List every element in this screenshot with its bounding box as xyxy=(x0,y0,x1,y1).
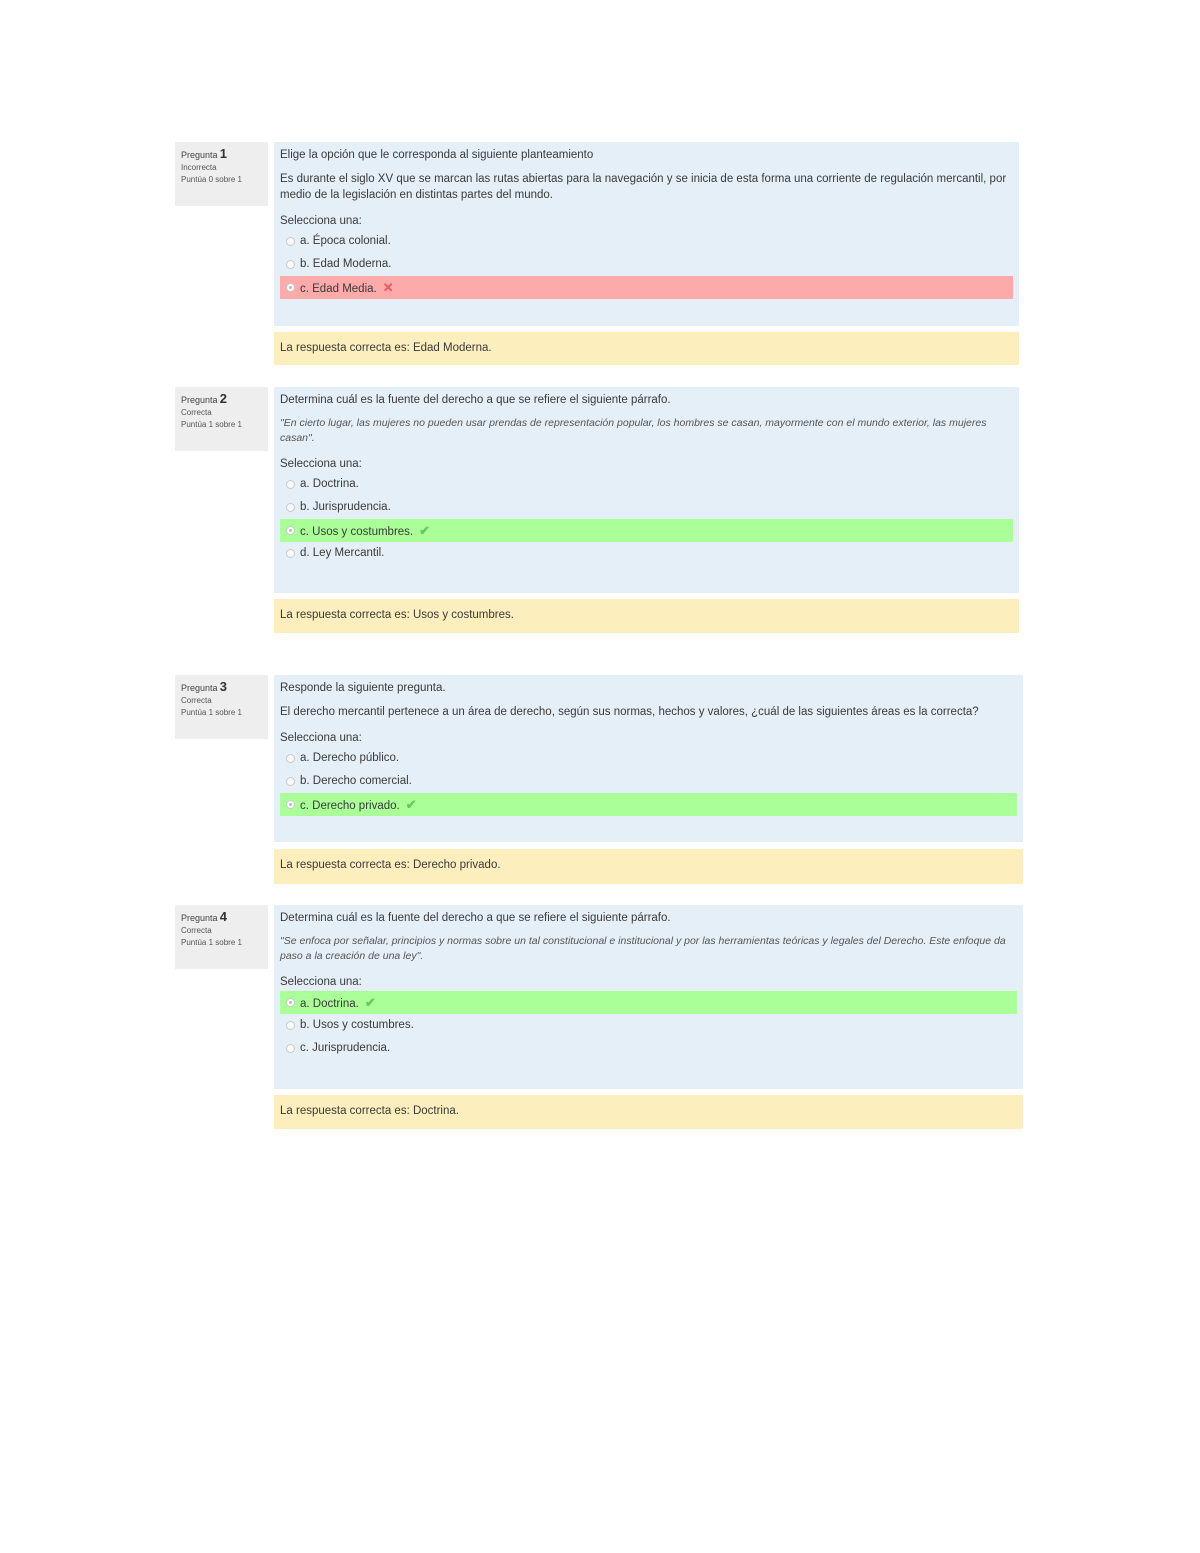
question-score: Puntúa 1 sobre 1 xyxy=(181,938,242,947)
answer-option-selected-correct[interactable] xyxy=(280,793,1017,816)
option-label: d. Ley Mercantil. xyxy=(300,547,385,559)
option-label: c. Jurisprudencia. xyxy=(300,1042,391,1054)
option-label: a. Doctrina. xyxy=(300,998,359,1010)
question-label: Pregunta xyxy=(181,683,218,693)
option-label: a. Derecho público. xyxy=(300,752,400,764)
option-label: b. Derecho comercial. xyxy=(300,775,412,787)
question-content xyxy=(274,675,1023,842)
select-prompt: Selecciona una: xyxy=(280,976,362,988)
radio-button[interactable] xyxy=(286,480,295,489)
radio-button[interactable] xyxy=(286,777,295,786)
question-text: "Se enfoca por señalar, principios y normas sobre un tal constitucional e institucional y por las herramientas teóricas y legales del Derecho. Este enfoque da paso a la creación de una ley". xyxy=(280,935,1006,962)
check-icon: ✔ xyxy=(364,995,376,1010)
check-icon: ✔ xyxy=(405,797,417,812)
question-label: Pregunta xyxy=(181,395,218,405)
radio-button[interactable] xyxy=(286,237,295,246)
answer-option[interactable] xyxy=(280,770,1017,793)
question-text: Es durante el siglo XV que se marcan las rutas abiertas para la navegación y se inicia de esta forma una corriente de regulación mercantil, por medio de la legislación en distintas partes del mundo. xyxy=(280,173,1007,201)
select-prompt: Selecciona una: xyxy=(280,215,362,227)
question-number: 3 xyxy=(219,679,227,694)
radio-button[interactable] xyxy=(286,998,295,1007)
question-title: Determina cuál es la fuente del derecho a que se refiere el siguiente párrafo. xyxy=(280,394,671,406)
answer-option[interactable] xyxy=(280,230,1013,253)
correct-answer-feedback: La respuesta correcta es: Edad Moderna. xyxy=(274,332,1019,365)
radio-button[interactable] xyxy=(286,1021,295,1030)
question-content xyxy=(274,905,1023,1089)
question-title: Determina cuál es la fuente del derecho a que se refiere el siguiente párrafo. xyxy=(280,912,671,924)
answer-option[interactable] xyxy=(280,1037,1017,1060)
select-prompt: Selecciona una: xyxy=(280,458,362,470)
option-label: b. Edad Moderna. xyxy=(300,258,392,270)
question-text: El derecho mercantil pertenece a un área de derecho, según sus normas, hechos y valores, ¿cuál de las siguientes áreas es la correcta? xyxy=(280,706,979,718)
check-icon: ✔ xyxy=(419,523,431,538)
answer-option[interactable] xyxy=(280,747,1017,770)
question-info xyxy=(175,387,268,451)
option-label: c. Usos y costumbres. xyxy=(300,526,414,538)
question-number: 4 xyxy=(219,909,227,924)
option-label: c. Derecho privado. xyxy=(300,800,400,812)
radio-button[interactable] xyxy=(286,800,295,809)
answer-option[interactable] xyxy=(280,1014,1017,1037)
option-label: b. Jurisprudencia. xyxy=(300,501,391,513)
option-label: a. Doctrina. xyxy=(300,478,359,490)
option-label: c. Edad Media. xyxy=(300,283,377,295)
correct-answer-feedback: La respuesta correcta es: Derecho privado. xyxy=(274,849,1023,884)
radio-button[interactable] xyxy=(286,503,295,512)
answer-option[interactable] xyxy=(280,253,1013,276)
question-content xyxy=(274,142,1019,326)
radio-button[interactable] xyxy=(286,260,295,269)
question-status: Correcta xyxy=(181,926,212,935)
radio-button[interactable] xyxy=(286,526,295,535)
incorrect-icon: ✕ xyxy=(382,280,394,295)
question-number: 1 xyxy=(219,146,227,161)
radio-button[interactable] xyxy=(286,754,295,763)
answer-option[interactable] xyxy=(280,473,1013,496)
radio-button[interactable] xyxy=(286,283,295,292)
question-info xyxy=(175,675,268,739)
radio-button[interactable] xyxy=(286,549,295,558)
question-title: Elige la opción que le corresponda al siguiente planteamiento xyxy=(280,149,594,161)
select-prompt: Selecciona una: xyxy=(280,732,362,744)
question-score: Puntúa 1 sobre 1 xyxy=(181,420,242,429)
question-label: Pregunta xyxy=(181,913,218,923)
option-label: b. Usos y costumbres. xyxy=(300,1019,414,1031)
question-label: Pregunta xyxy=(181,150,218,160)
answer-option[interactable] xyxy=(280,496,1013,519)
question-status: Incorrecta xyxy=(181,163,217,172)
correct-answer-feedback: La respuesta correcta es: Doctrina. xyxy=(274,1095,1023,1129)
question-score: Puntúa 0 sobre 1 xyxy=(181,175,242,184)
answer-option-selected-correct[interactable] xyxy=(280,519,1013,542)
answer-option-selected-incorrect[interactable] xyxy=(280,276,1013,299)
question-info xyxy=(175,905,268,969)
question-info xyxy=(175,142,268,206)
question-text: "En cierto lugar, las mujeres no pueden usar prendas de representación popular, los hombres se casan, mayormente con el mundo exterior, las mujeres casan". xyxy=(280,417,987,444)
option-label: a. Época colonial. xyxy=(300,235,391,247)
question-status: Correcta xyxy=(181,696,212,705)
question-score: Puntúa 1 sobre 1 xyxy=(181,708,242,717)
answer-option[interactable] xyxy=(280,542,1013,565)
question-content xyxy=(274,387,1019,593)
answer-option-selected-correct[interactable] xyxy=(280,991,1017,1014)
radio-button[interactable] xyxy=(286,1044,295,1053)
correct-answer-feedback: La respuesta correcta es: Usos y costumbres. xyxy=(274,599,1019,633)
question-title: Responde la siguiente pregunta. xyxy=(280,682,446,694)
question-status: Correcta xyxy=(181,408,212,417)
question-number: 2 xyxy=(219,391,227,406)
